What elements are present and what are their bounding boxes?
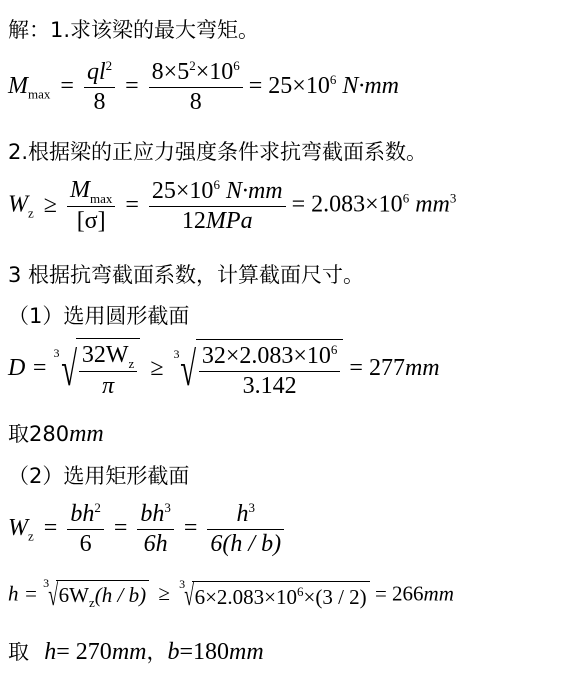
eq-mmax-frac1: $\frac{ql^2}{8}$ (84, 58, 115, 117)
eq-wz: $W_z$ ≥ $\frac{M_{max}}{[\sigma]}$ = $\frac{25\times 10^6 N\cdot mm}{\text{12MPa}}$ = $2.083\times 10^6$ $mm^3$ (8, 176, 457, 235)
step2-heading: 2.根据梁的正应力强度条件求抗弯截面系数。 (8, 140, 428, 164)
eq-mmax-unit: N·mm (342, 72, 399, 99)
eq-wz-frac2: $\frac{25\times 10^6 N\cdot mm}{\text{12MPa}}$ (149, 177, 286, 236)
eq-d-root2: 3 √ $\frac{32\times 2.083\times 10^6}{3.142}$ (173, 339, 343, 401)
case2-heading: （2）选用矩形截面 (8, 464, 190, 488)
eq-d: D = 3 √ $\frac{32W_z}{\pi}$ ≥ 3 √ $\frac{32\times 2.083\times 10^6}{3.142}$ = 277mm (8, 338, 440, 401)
eq-mmax-frac2: $\frac{8\times 5^2\times 10^6}{8}$ (149, 58, 243, 117)
eq-wz-frac1: $\frac{M_{max}}{[\sigma]}$ (67, 176, 115, 236)
take1-line: 取280mm (8, 421, 104, 447)
eq-mmax-rhs: = 25×10 (248, 72, 330, 99)
eq-h: h = 3 √ $6W_z(h / b)$ ≥ 3 √ $6\times 2.083\times 10^6\times(3 / 2)$ = 266mm (8, 576, 454, 612)
step1-heading: 解：1.求该梁的最大弯矩。 (8, 18, 260, 42)
case1-heading: （1）选用圆形截面 (8, 304, 190, 328)
eq-mmax-lhs: M (8, 72, 28, 99)
eq-mmax: $M_{max}$ = $\frac{ql^2}{8}$ = $\frac{8\times 5^2\times 10^6}{8}$ = $25\times 10^6$ N·mm (8, 58, 399, 115)
take2-line: 取 h= 270mm，b=180mm (8, 639, 264, 665)
eq-d-root1: 3 √ $\frac{32W_z}{\pi}$ (54, 338, 141, 401)
step3-heading: 3 根据抗弯截面系数，计算截面尺寸。 (8, 263, 365, 287)
eq-mmax-lhs-sub: max (28, 86, 51, 102)
eq-h-root2: 3 √ $6\times 2.083\times 10^6\times(3 / 2)$ (179, 581, 370, 611)
eq-wz2: $W_z$ = $\frac{bh^2}{6}$ = $\frac{bh^3}{6h}$ = $\frac{h^3}{6(h / b)}$ (8, 500, 284, 559)
eq-h-root1: 3 √ $6W_z(h / b)$ (43, 580, 149, 611)
